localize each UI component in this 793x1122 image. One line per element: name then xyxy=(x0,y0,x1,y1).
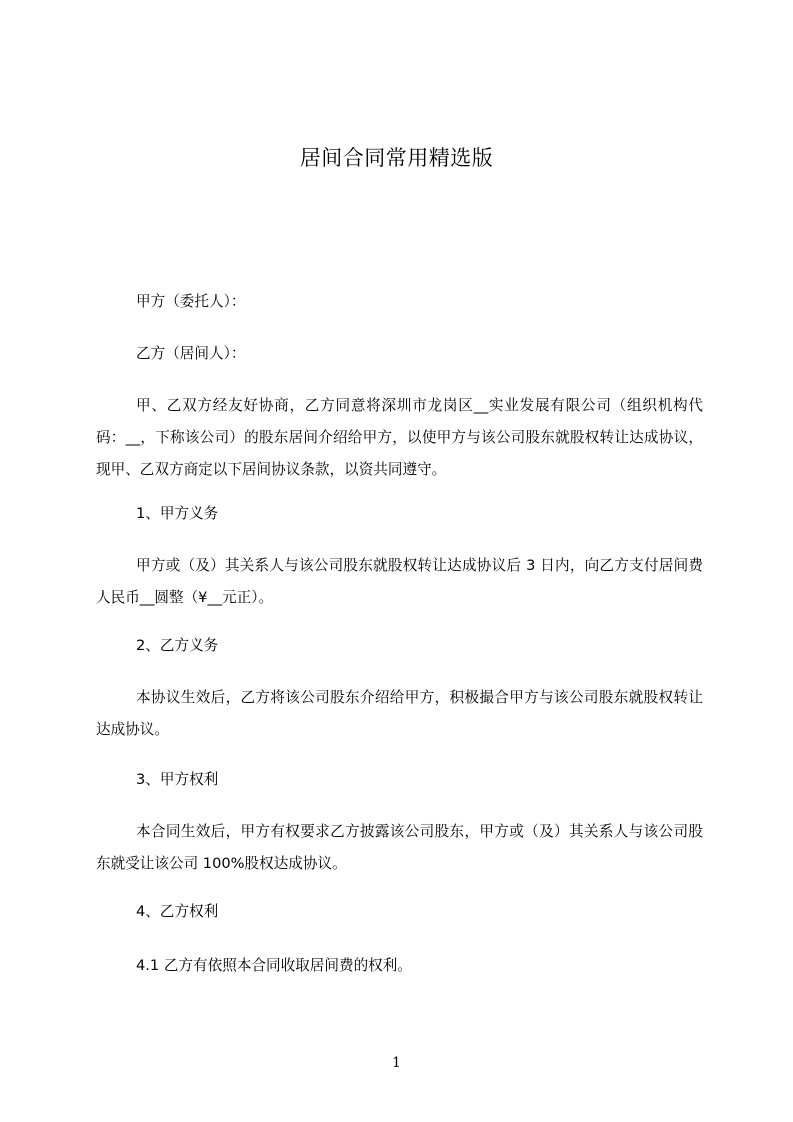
section-heading-1: 1、甲方义务 xyxy=(136,505,219,522)
party-a-line: 甲方（委托人）： xyxy=(136,293,246,310)
section-4-1-body: 4.1 乙方有依照本合同收取居间费的权利。 xyxy=(136,957,412,974)
section-heading-2: 2、乙方义务 xyxy=(136,637,219,654)
party-b-line: 乙方（居间人）： xyxy=(136,345,246,362)
section-heading-4: 4、乙方权利 xyxy=(136,903,219,920)
section-heading-3: 3、甲方权利 xyxy=(136,771,219,788)
section-3-body: 本合同生效后，甲方有权要求乙方披露该公司股东，甲方或（及）其关系人与该公司股东就受让该公司 100%股权达成协议。 xyxy=(96,823,703,872)
section-2-body: 本协议生效后，乙方将该公司股东介绍给甲方，积极撮合甲方与该公司股东就股权转让达成协议。 xyxy=(96,689,703,738)
document-title: 居间合同常用精选版 xyxy=(299,146,494,170)
preamble-paragraph: 甲、乙双方经友好协商，乙方同意将深圳市龙岗区__实业发展有限公司（组织机构代码：__，下称该公司）的股东居间介绍给甲方，以使甲方与该公司股东就股权转让达成协议，现甲、乙双方商定以下居间协议条款，以资共同遵守。 xyxy=(96,397,703,478)
page-number: 1 xyxy=(392,1055,401,1071)
section-1-body: 甲方或（及）其关系人与该公司股东就股权转让达成协议后 3 日内，向乙方支付居间费人民币__圆整（¥__元正）。 xyxy=(96,557,703,606)
